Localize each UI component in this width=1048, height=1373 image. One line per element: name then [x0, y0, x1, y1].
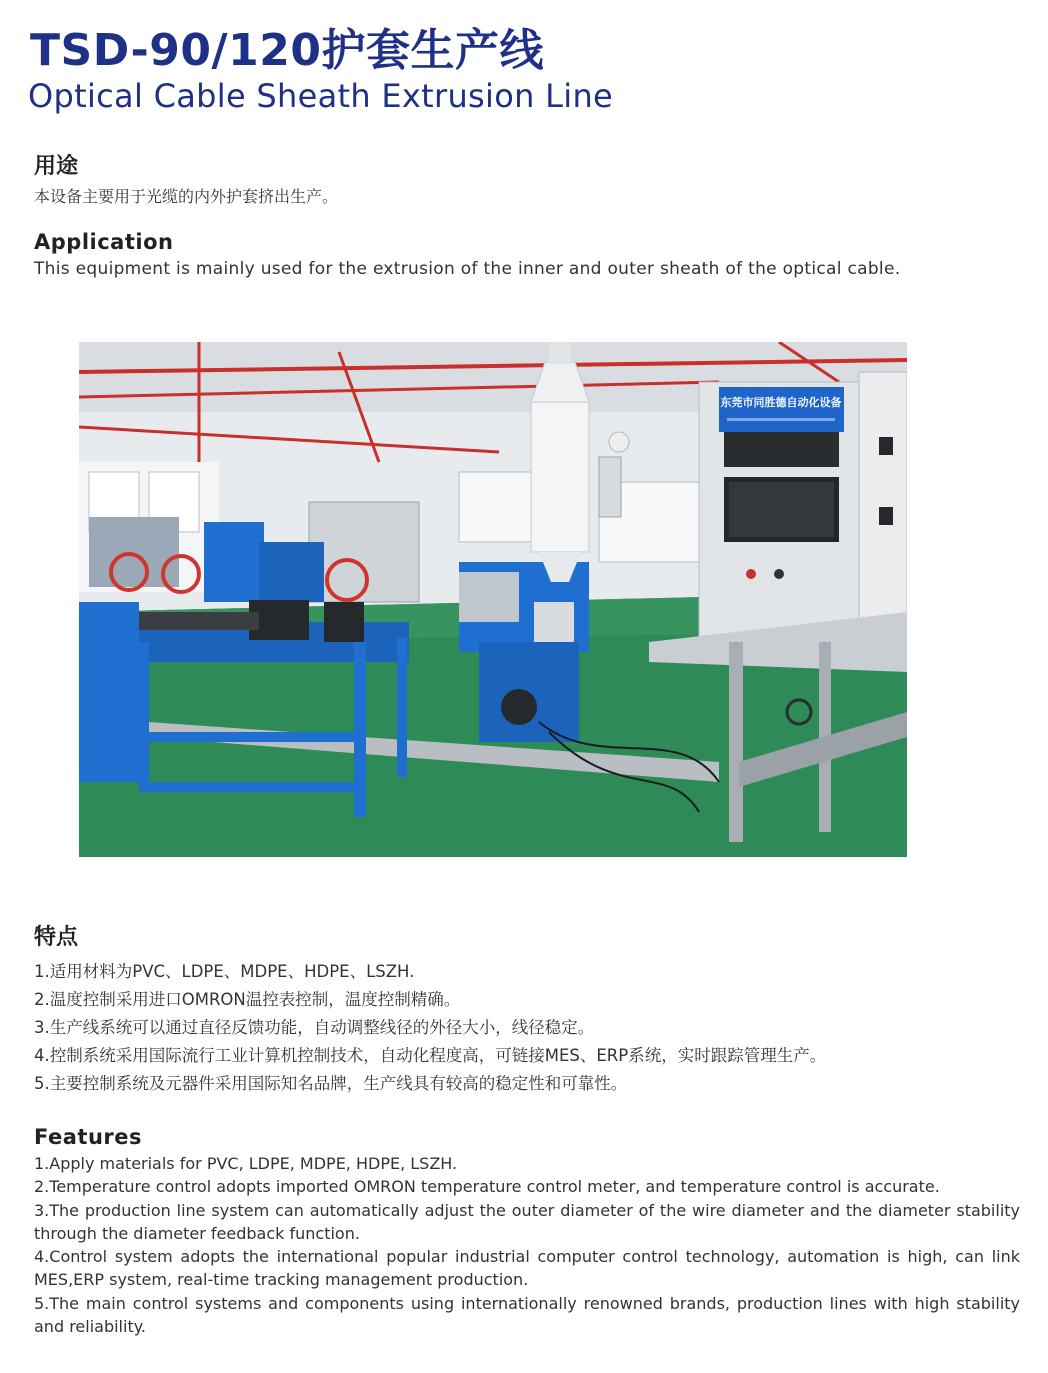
features-heading-en: Features — [34, 1125, 142, 1149]
feature-item-cn: 3.生产线系统可以通过直径反馈功能，自动调整线径的外径大小，线径稳定。 — [34, 1018, 595, 1037]
feature-item-cn: 1.适用材料为PVC、LDPE、MDPE、HDPE、LSZH. — [34, 962, 415, 981]
feature-item-en: 2.Temperature control adopts imported OMRON temperature control meter, and temperature control is accurate. — [34, 1177, 940, 1197]
application-heading: Application — [34, 230, 174, 254]
feature-item-cn: 2.温度控制采用进口OMRON温控表控制，温度控制精确。 — [34, 990, 461, 1009]
feature-item-en: 3.The production line system can automatically adjust the outer diameter of the wire diameter and the diameter stability through the diameter feedback function. — [34, 1200, 1020, 1243]
feature-item-en: 4.Control system adopts the international popular industrial computer control technology, automation is high, can link MES,ERP system, real-time tracking management production. — [34, 1247, 1020, 1290]
feature-item-en: 1.Apply materials for PVC, LDPE, MDPE, HDPE, LSZH. — [34, 1154, 458, 1173]
features-heading-cn: 特点 — [34, 925, 79, 950]
feature-item-cn: 4.控制系统采用国际流行工业计算机控制技术，自动化程度高，可链接MES、ERP系统，实时跟踪管理生产。 — [34, 1046, 827, 1065]
features-list-cn — [34, 958, 826, 1098]
feature-item-en: 5.The main control systems and components using internationally renowned brands, production lines with high stability and reliability. — [34, 1293, 1020, 1337]
feature-item-cn: 5.主要控制系统及元器件采用国际知名品牌，生产线具有较高的稳定性和可靠性。 — [34, 1074, 628, 1093]
usage-text-cn: 本设备主要用于光缆的内外护套挤出生产。 — [34, 187, 339, 206]
features-list-en — [34, 1152, 1020, 1338]
panel-sign-text: 东莞市同胜德自动化设备 — [720, 396, 842, 409]
usage-heading-cn: 用途 — [34, 154, 79, 179]
page-subtitle: Optical Cable Sheath Extrusion Line — [28, 77, 614, 115]
page-title: TSD-90/120护套生产线 — [30, 25, 544, 76]
extrusion-line-photo — [79, 342, 907, 857]
application-text: This equipment is mainly used for the extrusion of the inner and outer sheath of the optical cable. — [34, 259, 901, 279]
